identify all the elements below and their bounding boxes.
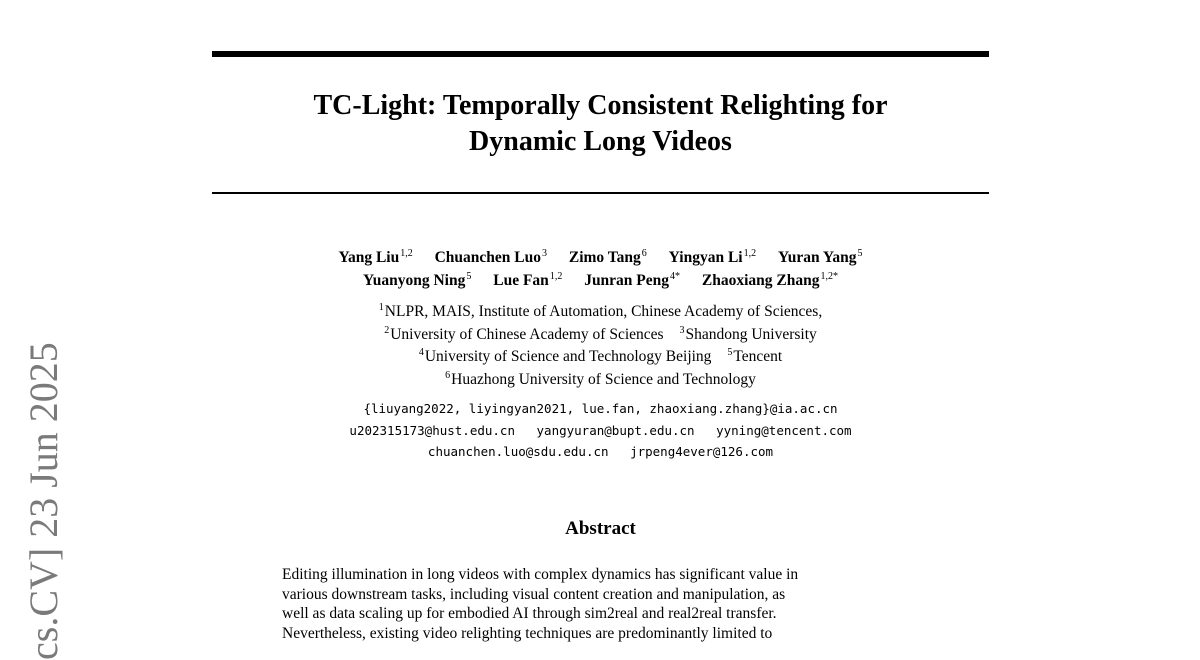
affiliation-text: Huazhong University of Science and Technology: [451, 370, 756, 388]
author-name: Junran Peng: [584, 272, 670, 289]
affiliation: [727, 346, 782, 369]
affiliation: [679, 324, 816, 347]
author-name: Lue Fan: [493, 272, 549, 289]
email-address[interactable]: {liuyang2022, liyingyan2021, lue.fan, zhaoxiang.zhang}@ia.ac.cn: [363, 401, 838, 416]
affiliation-mark: 2: [384, 324, 390, 336]
affiliation-mark: 1: [378, 302, 384, 313]
affiliation-mark: 5: [727, 347, 733, 358]
author: [569, 246, 647, 269]
author-name: Yuanyong Ning: [362, 272, 466, 289]
affiliation-text: NLPR, MAIS, Institute of Automation, Chinese Academy of Sciences,: [384, 303, 823, 320]
abstract-line: Nevertheless, existing video relighting techniques are predominantly limited to: [282, 624, 773, 642]
affiliation-text: Tencent: [733, 348, 783, 365]
affiliation: [419, 346, 712, 369]
abstract-line: well as data scaling up for embodied AI through sim2real and real2real transfer.: [282, 605, 777, 622]
affiliation: [384, 324, 663, 347]
title-line: TC-Light: Temporally Consistent Relighting for: [313, 90, 888, 121]
title-rule-bottom: [212, 192, 989, 194]
affiliation-mark: 6: [445, 369, 451, 381]
affiliation-line: [212, 324, 989, 347]
affiliation-line: [212, 369, 989, 392]
email-address[interactable]: u202315173@hust.edu.cn: [349, 422, 515, 438]
abstract-line: Editing illumination in long videos with complex dynamics has significant value in: [282, 566, 799, 583]
arxiv-side-stamp: cs.CV] 23 Jun 2025: [21, 342, 66, 660]
email-address[interactable]: chuanchen.luo@sdu.edu.cn: [427, 444, 609, 459]
author: [363, 269, 471, 292]
author-affiliation-mark: 1,2: [400, 248, 413, 259]
author-affiliation-mark: 6: [641, 248, 647, 259]
affiliation-text: Shandong University: [685, 325, 817, 343]
email-list: [212, 398, 989, 463]
email-address[interactable]: jrpeng4ever@126.com: [630, 444, 774, 459]
author: [584, 269, 680, 292]
author-name: Zhaoxiang Zhang: [701, 272, 820, 289]
author: [338, 246, 412, 269]
author-affiliation-mark: 4*: [670, 271, 681, 282]
author-affiliation-mark: 3: [541, 248, 547, 259]
author: [669, 246, 756, 269]
affiliation-text: University of Chinese Academy of Sciences: [390, 325, 664, 343]
author-name: Zimo Tang: [568, 249, 641, 266]
author: [778, 246, 863, 269]
author-line: [212, 246, 989, 269]
abstract-line: various downstream tasks, including visual content creation and manipulation, as: [282, 585, 786, 603]
author: [493, 269, 562, 292]
title-rule-top: [212, 51, 989, 57]
affiliation: [445, 369, 756, 392]
email-address[interactable]: yyning@tencent.com: [716, 422, 852, 438]
paper-title: [212, 88, 989, 160]
affiliation-list: [212, 301, 989, 391]
abstract-heading: Abstract: [565, 518, 636, 539]
affiliation-line: [212, 301, 989, 324]
affiliation-text: University of Science and Technology Beijing: [424, 348, 712, 365]
email-line: [212, 420, 989, 442]
author-list: [212, 246, 989, 292]
abstract-text: [282, 565, 918, 643]
affiliation-line: [212, 346, 989, 369]
email-address[interactable]: yangyuran@bupt.edu.cn: [536, 422, 695, 438]
author-name: Yingyan Li: [668, 249, 743, 266]
author-name: Chuanchen Luo: [434, 249, 541, 266]
author-name: Yang Liu: [338, 249, 400, 266]
email-line: [212, 441, 989, 463]
affiliation-mark: 4: [418, 347, 424, 358]
author-name: Yuran Yang: [777, 249, 857, 266]
email-line: [212, 398, 989, 420]
author-affiliation-mark: 1,2: [549, 271, 563, 282]
author: [702, 269, 838, 292]
author: [435, 246, 547, 269]
author-affiliation-mark: 5: [857, 248, 863, 259]
author-affiliation-mark: 1,2*: [820, 271, 838, 282]
author-affiliation-mark: 5: [466, 271, 472, 282]
affiliation: [379, 301, 822, 324]
author-line: [212, 269, 989, 292]
author-affiliation-mark: 1,2: [743, 248, 757, 259]
title-line: Dynamic Long Videos: [469, 126, 732, 157]
affiliation-mark: 3: [679, 324, 685, 336]
